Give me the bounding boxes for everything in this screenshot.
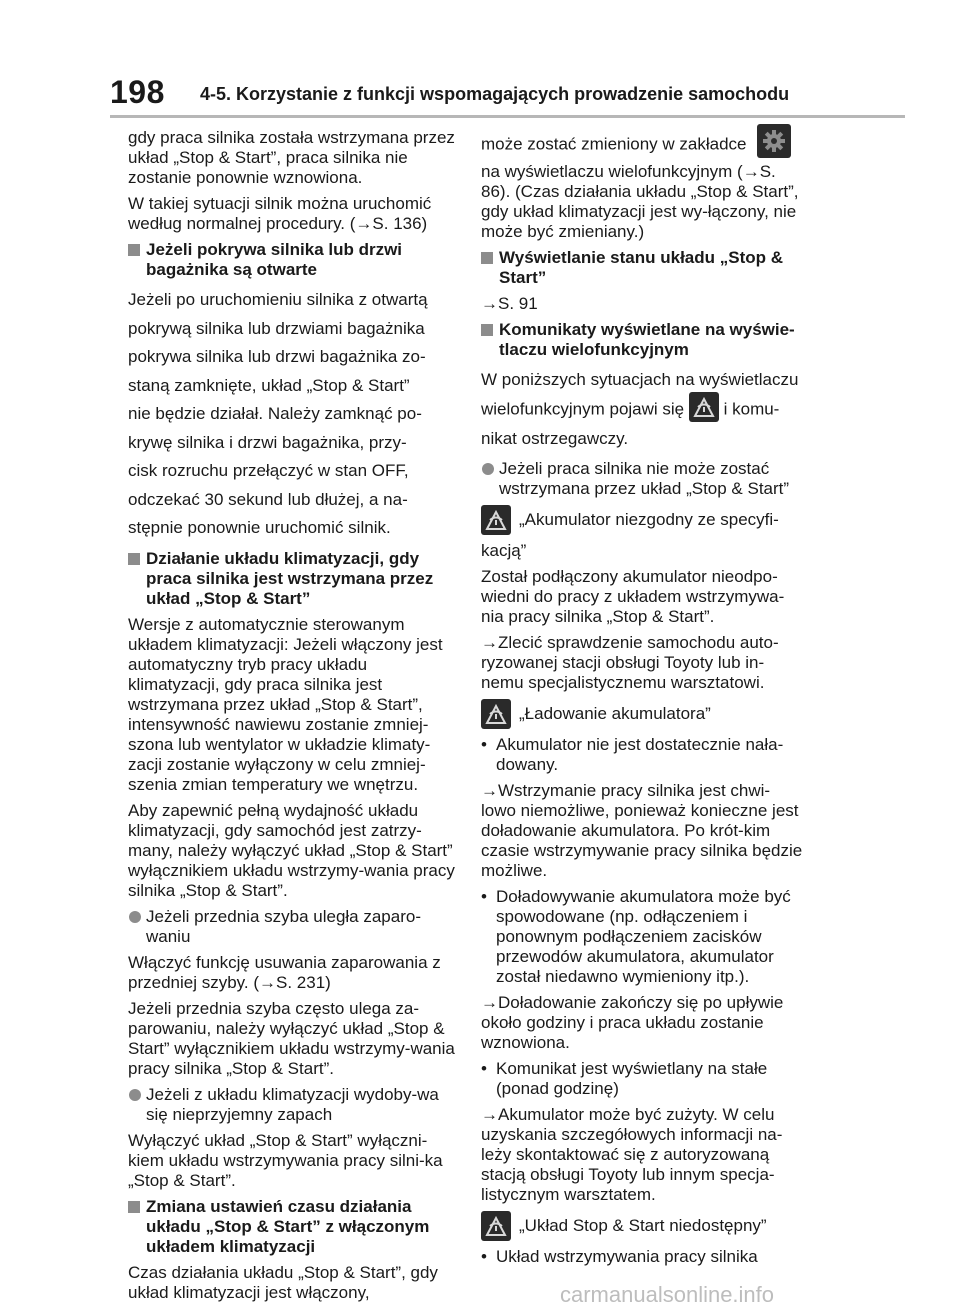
left-paragraph: W takiej sytuacji silnik można uruchomić według normalnej procedury. (→S. 136) xyxy=(128,194,432,233)
text-line: nikat ostrzegawczy. xyxy=(481,428,629,448)
message-line xyxy=(481,505,803,535)
warning-icon xyxy=(481,699,511,729)
message-text: „Układ Stop & Start niedostępny” xyxy=(519,1216,767,1235)
text-line: krywę silnika i drzwi bagażnika, przy- xyxy=(128,432,407,452)
left-paragraph xyxy=(128,286,458,543)
section-heading: Działanie układu klimatyzacji, gdy praca silnika jest wstrzymana przez układ „Stop & Start” xyxy=(128,549,458,609)
message-text: „Ładowanie akumulatora” xyxy=(519,704,711,723)
section-heading: Zmiana ustawień czasu działania układu „Stop & Start” z włączonym układem klimatyzacji xyxy=(128,1197,458,1257)
right-paragraph: →S. 91 xyxy=(481,294,538,313)
section-title: 4-5. Korzystanie z funkcji wspomagających prowadzenie samochodu xyxy=(200,84,790,104)
message-line xyxy=(481,1211,803,1241)
bullet-heading: Jeżeli praca silnika nie może zostać wstrzymana przez układ „Stop & Start” xyxy=(481,459,803,499)
dot-item: • Komunikat jest wyświetlany na stałe (ponad godzinę) xyxy=(481,1059,803,1099)
right-paragraph xyxy=(481,366,803,453)
text-span: może zostać zmieniony w zakładce xyxy=(481,134,747,154)
text-span: i komu- xyxy=(723,398,780,418)
section-heading: Jeżeli pokrywa silnika lub drzwi bagażnika są otwarte xyxy=(128,240,458,280)
header-divider xyxy=(110,115,905,118)
text-line xyxy=(481,395,803,425)
watermark: carmanualsonline.info xyxy=(560,1282,775,1307)
right-paragraph: Został podłączony akumulator nieodpo-wiedni do pracy z układem wstrzymywa-nia pracy silnika „Stop & Start”. xyxy=(481,567,785,626)
text-span: wielofunkcyjnym pojawi się xyxy=(481,398,685,418)
text-span: na wyświetlaczu wielofunkcyjnym (→S. 86). (Czas działania układu „Stop & Start”, gdy układ klimatyzacji jest wy-łączony, nie może być zmieniany.) xyxy=(481,162,799,241)
dot-item: • Akumulator nie jest dostatecznie nała-dowany. xyxy=(481,735,803,775)
right-paragraph: →Akumulator może być zużyty. W celu uzyskania szczegółowych informacji na-leży skontaktować się z autoryzowaną stacją obsługi Toyoty lub innym specja-listycznym warsztatem. xyxy=(481,1105,783,1204)
page-header xyxy=(110,74,905,114)
message-text: „Akumulator niezgodny ze specyfi- xyxy=(519,510,779,529)
right-column xyxy=(481,128,803,1273)
right-paragraph: kacją” xyxy=(481,541,527,560)
left-paragraph: gdy praca silnika została wstrzymana przez układ „Stop & Start”, praca silnika nie zostanie ponownie wznowiona. xyxy=(128,128,455,187)
section-heading: Wyświetlanie stanu układu „Stop & Start” xyxy=(481,248,803,288)
text-line: staną zamknięte, układ „Stop & Start” xyxy=(128,375,410,395)
dot-item: • Układ wstrzymywania pracy silnika xyxy=(481,1247,803,1267)
text-line: cisk rozruchu przełączyć w stan OFF, xyxy=(128,461,409,480)
text-line: odczekać 30 sekund lub dłużej, a na- xyxy=(128,489,408,509)
right-paragraph xyxy=(481,128,803,242)
right-paragraph: →Wstrzymanie pracy silnika jest chwi-lowo niemożliwe, ponieważ konieczne jest doładowanie akumulatora. Po krót-kim czasie wstrzymywanie pracy silnika będzie możliwe. xyxy=(481,781,803,880)
text-line: W poniższych sytuacjach na wyświetlaczu xyxy=(481,370,799,389)
text-line: stępnie ponownie uruchomić silnik. xyxy=(128,518,391,537)
text-line: nie będzie działał. Należy zamknąć po- xyxy=(128,404,422,423)
warning-icon xyxy=(481,505,511,535)
right-paragraph: →Zlecić sprawdzenie samochodu auto-ryzowanej stacji obsługi Toyoty lub in-nemu specjalistycznemu warsztatowi. xyxy=(481,633,779,692)
right-paragraph: →Doładowanie zakończy się po upływie około godziny i praca układu zostanie wznowiona. xyxy=(481,993,784,1052)
warning-icon xyxy=(689,392,719,422)
left-paragraph: Włączyć funkcję usuwania zaparowania z przedniej szyby. (→S. 231) xyxy=(128,952,441,992)
left-paragraph: Aby zapewnić pełną wydajność układu klimatyzacji, gdy samochód jest zatrzy-many, należy wyłączyć układ „Stop & Start” wyłącznikiem układu wstrzymy-wania pracy silnika „Stop & Start”. xyxy=(128,800,455,900)
text-line: pokrywa silnika lub drzwi bagażnika zo- xyxy=(128,347,426,366)
left-paragraph: Jeżeli przednia szyba często ulega za-parowaniu, należy wyłączyć układ „Stop & Start” wyłącznikiem układu wstrzymy-wania pracy silnika „Stop & Start”. xyxy=(128,998,455,1078)
left-paragraph: Wyłączyć układ „Stop & Start” wyłączni-kiem układu wstrzymywania pracy silni-ka „Stop & Start”. xyxy=(128,1130,443,1190)
text-line: Jeżeli po uruchomieniu silnika z otwartą xyxy=(128,290,428,309)
left-column xyxy=(128,128,458,1309)
warning-icon xyxy=(481,1211,511,1241)
bullet-heading: Jeżeli przednia szyba uległa zaparo-waniu xyxy=(128,907,458,947)
message-line xyxy=(481,699,803,729)
left-paragraph: Czas działania układu „Stop & Start”, gdy układ klimatyzacji jest włączony, xyxy=(128,1262,438,1302)
dot-item: • Doładowywanie akumulatora może być spowodowane (np. odłączeniem i ponownym podłączeniem zacisków przewodów akumulatora, akumulator został niedawno wymieniony itp.). xyxy=(481,887,803,987)
gear-icon xyxy=(757,124,791,158)
section-heading: Komunikaty wyświetlane na wyświe-tlaczu wielofunkcyjnym xyxy=(481,320,803,360)
left-paragraph: Wersje z automatycznie sterowanym układem klimatyzacji: Jeżeli włączony jest automatyczny tryb pracy układu klimatyzacji, gdy praca silnika jest wstrzymana przez układ „Stop & Start”, intensywność nawiewu zostanie zmniej-szona lub wentylator w układzie klimaty-zacji zostanie wyłączony w celu zmniej-szenia zmian temperatury we wnętrzu. xyxy=(128,614,443,794)
text-line: pokrywą silnika lub drzwiami bagażnika xyxy=(128,318,425,338)
page-number: 198 xyxy=(110,74,165,110)
bullet-heading: Jeżeli z układu klimatyzacji wydoby-wa się nieprzyjemny zapach xyxy=(128,1085,458,1125)
